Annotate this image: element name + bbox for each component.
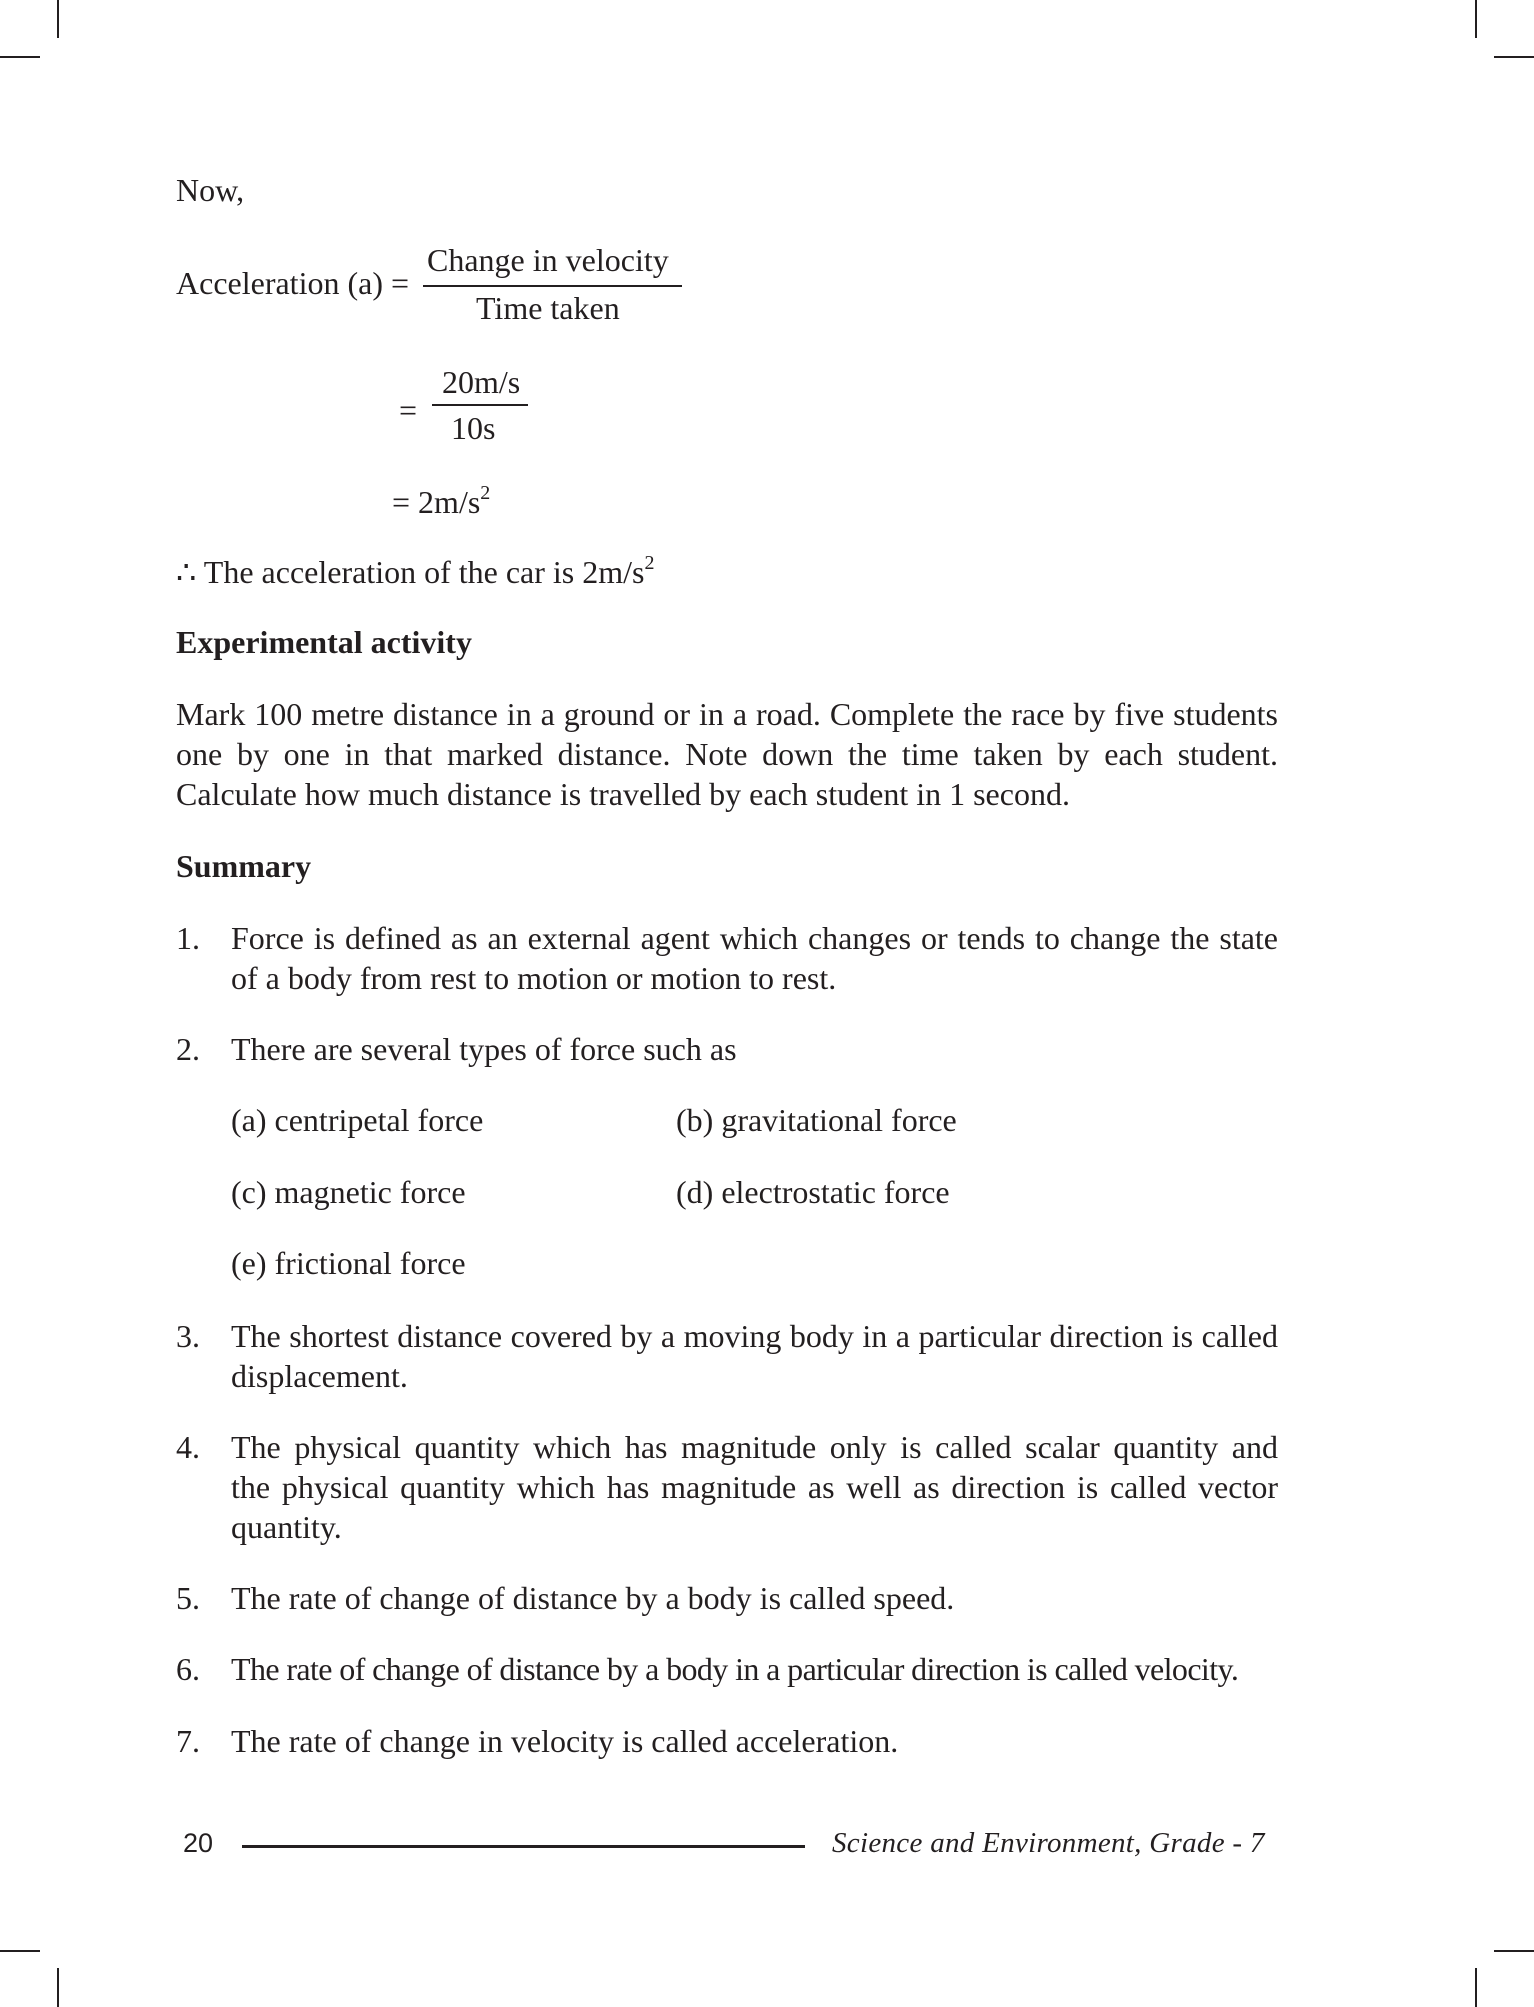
summary-item-4-line-2: the physical quantity which has magnitude as well as direction is called vector	[231, 1469, 1278, 1505]
formula-equals-2: =	[399, 392, 418, 428]
summary-item-3-number: 3.	[176, 1318, 200, 1354]
formula-numerator-2: 20m/s	[442, 364, 521, 400]
summary-item-6-text: The rate of change of distance by a body in a particular direction is called velocity.	[231, 1651, 1239, 1687]
formula-result-text: = 2m/s	[392, 484, 481, 520]
crop-mark-bottom-left-horizontal	[0, 1950, 40, 1952]
fraction-bar-1	[423, 285, 682, 287]
intro-text: Now,	[176, 172, 245, 208]
summary-item-4-line-1: The physical quantity which has magnitude only is called scalar quantity and	[231, 1429, 1278, 1465]
footer-book-title: Science and Environment, Grade - 7	[832, 1827, 1265, 1859]
activity-line-3: Calculate how much distance is travelled by each student in 1 second.	[176, 776, 1070, 812]
summary-item-7-text: The rate of change in velocity is called acceleration.	[231, 1723, 899, 1759]
formula-denominator-2: 10s	[451, 410, 496, 446]
formula-result	[392, 482, 490, 522]
crop-mark-bottom-left-vertical	[57, 1968, 59, 2007]
page-number: 20	[183, 1828, 214, 1858]
conclusion-superscript: 2	[644, 552, 655, 574]
summary-item-3-line-1: The shortest distance covered by a moving body in a particular direction is called	[231, 1318, 1278, 1354]
summary-item-1-line-2: of a body from rest to motion or motion to rest.	[231, 960, 837, 996]
force-type-d: (d) electrostatic force	[676, 1174, 950, 1210]
conclusion-line	[176, 552, 654, 592]
force-type-e: (e) frictional force	[231, 1245, 466, 1281]
summary-item-4-number: 4.	[176, 1429, 200, 1465]
summary-item-1-number: 1.	[176, 920, 200, 956]
summary-item-6-number: 6.	[176, 1651, 200, 1687]
crop-mark-bottom-right-horizontal	[1494, 1950, 1534, 1952]
summary-item-1-line-1: Force is defined as an external agent which changes or tends to change the state	[231, 920, 1278, 956]
crop-mark-top-right-horizontal	[1494, 56, 1534, 58]
formula-lhs: Acceleration (a) =	[176, 265, 410, 301]
summary-item-3-line-2: displacement.	[231, 1358, 408, 1394]
formula-result-superscript: 2	[480, 482, 491, 504]
force-type-b: (b) gravitational force	[676, 1102, 957, 1138]
fraction-bar-2	[432, 404, 528, 406]
conclusion-text: ∴ The acceleration of the car is 2m/s	[176, 554, 645, 590]
formula-denominator-1: Time taken	[476, 290, 620, 326]
force-type-a: (a) centripetal force	[231, 1102, 484, 1138]
formula-numerator-1: Change in velocity	[427, 242, 669, 278]
summary-item-5-number: 5.	[176, 1580, 200, 1616]
crop-mark-bottom-right-vertical	[1475, 1968, 1477, 2007]
summary-heading: Summary	[176, 848, 312, 884]
activity-heading: Experimental activity	[176, 624, 472, 660]
activity-line-1: Mark 100 metre distance in a ground or in a road. Complete the race by five students	[176, 696, 1278, 732]
footer-rule	[242, 1845, 805, 1848]
crop-mark-top-right-vertical	[1475, 0, 1477, 38]
force-type-c: (c) magnetic force	[231, 1174, 466, 1210]
summary-item-2-number: 2.	[176, 1031, 200, 1067]
summary-item-4-line-3: quantity.	[231, 1509, 342, 1545]
summary-item-2-text: There are several types of force such as	[231, 1031, 737, 1067]
summary-item-7-number: 7.	[176, 1723, 200, 1759]
summary-item-5-text: The rate of change of distance by a body is called speed.	[231, 1580, 955, 1616]
crop-mark-top-left-vertical	[57, 0, 59, 38]
activity-line-2: one by one in that marked distance. Note down the time taken by each student.	[176, 736, 1278, 772]
crop-mark-top-left-horizontal	[0, 56, 40, 58]
